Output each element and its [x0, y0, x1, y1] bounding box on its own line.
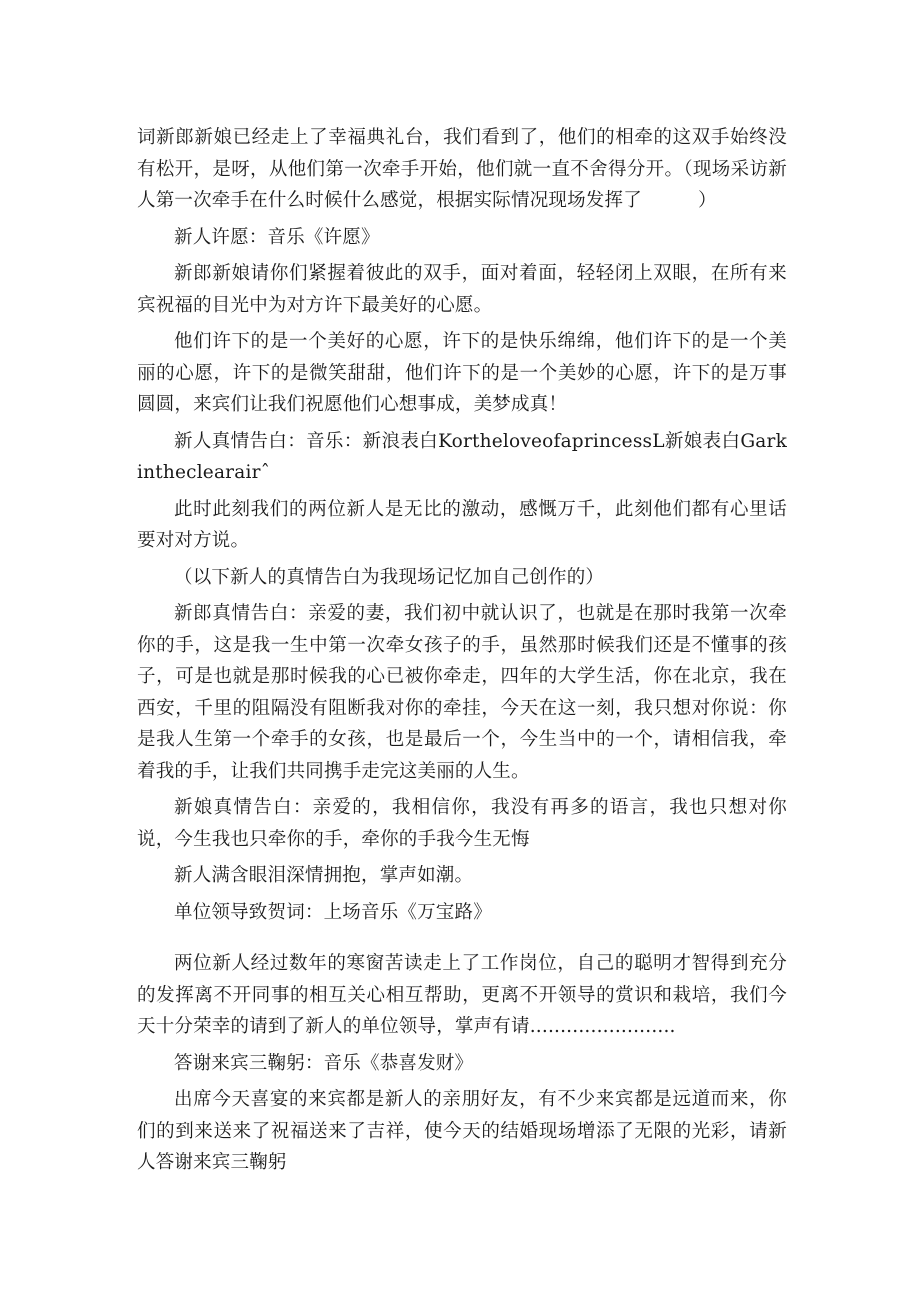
- heading-couple-wish: 新人许愿：音乐《许愿》: [174, 226, 380, 248]
- heading-thank-guests: 答谢来宾三鞠躬：音乐《恭喜发财》: [174, 1052, 474, 1074]
- document-page: [137, 122, 787, 1179]
- heading-confession: 新人真情告白：音乐：新浪表白KortheloveofaprincessL新娘表白Garkintheclearairˆ: [137, 430, 787, 483]
- paragraph-leader-intro: 两位新人经过数年的寒窗苦读走上了工作岗位，自己的聪明才智得到充分的发挥离不开同事的相互关心相互帮助，更离不开领导的赏识和栽培，我们今天十分荣幸的请到了新人的单位领导，掌声有请........................: [137, 953, 787, 1037]
- paragraph-wish-instruction: 新郎新娘请你们紧握着彼此的双手，面对着面，轻轻闭上双眼，在所有来宾祝福的目光中为对方许下最美好的心愿。: [137, 263, 787, 316]
- paragraph-bride-confession: 新娘真情告白：亲爱的，我相信你，我没有再多的语言，我也只想对你说，今生我也只牵你的手，牵你的手我今生无悔: [137, 797, 787, 850]
- paragraph-embrace: 新人满含眼泪深情拥抱，掌声如潮。: [174, 865, 474, 886]
- heading-leader-speech: 单位领导致贺词：上场音乐《万宝路》: [174, 901, 492, 923]
- paragraph-thank-guests: 出席今天喜宴的来宾都是新人的亲朋好友，有不少来宾都是远道而来，你们的到来送来了祝福送来了吉祥，使今天的结婚现场增添了无限的光彩，请新人答谢来宾三鞠躬: [137, 1089, 787, 1173]
- paragraph-confession-note: （以下新人的真情告白为我现场记忆加自己创作的）: [174, 566, 605, 588]
- paragraph-confession-intro: 此时此刻我们的两位新人是无比的激动，感慨万千，此刻他们都有心里话要对对方说。: [137, 498, 787, 551]
- paragraph-groom-confession: 新郎真情告白：亲爱的妻，我们初中就认识了，也就是在那时我第一次牵你的手，这是我一生中第一次牵女孩子的手，虽然那时候我们还是不懂事的孩子，可是也就是那时候我的心已被你牵走，四年的大学生活，你在北京，我在西安，千里的阻隔没有阻断我对你的牵挂，今天在这一刻，我只想对你说：你是我人生第一个牵手的女孩，也是最后一个，今生当中的一个，请相信我，牵着我的手，让我们共同携手走完这美丽的人生。: [137, 603, 787, 782]
- paragraph-opening: 词新郎新娘已经走上了幸福典礼台，我们看到了，他们的相牵的这双手始终没有松开，是呀，从他们第一次牵手开始，他们就一直不舍得分开。（现场采访新人第一次牵手在什么时候什么感觉，根据实际情况现场发挥了 ）: [137, 127, 787, 211]
- paragraph-wish-blessing: 他们许下的是一个美好的心愿，许下的是快乐绵绵，他们许下的是一个美丽的心愿，许下的是微笑甜甜，他们许下的是一个美妙的心愿，许下的是万事圆圆，来宾们让我们祝愿他们心想事成，美梦成真！: [137, 331, 787, 415]
